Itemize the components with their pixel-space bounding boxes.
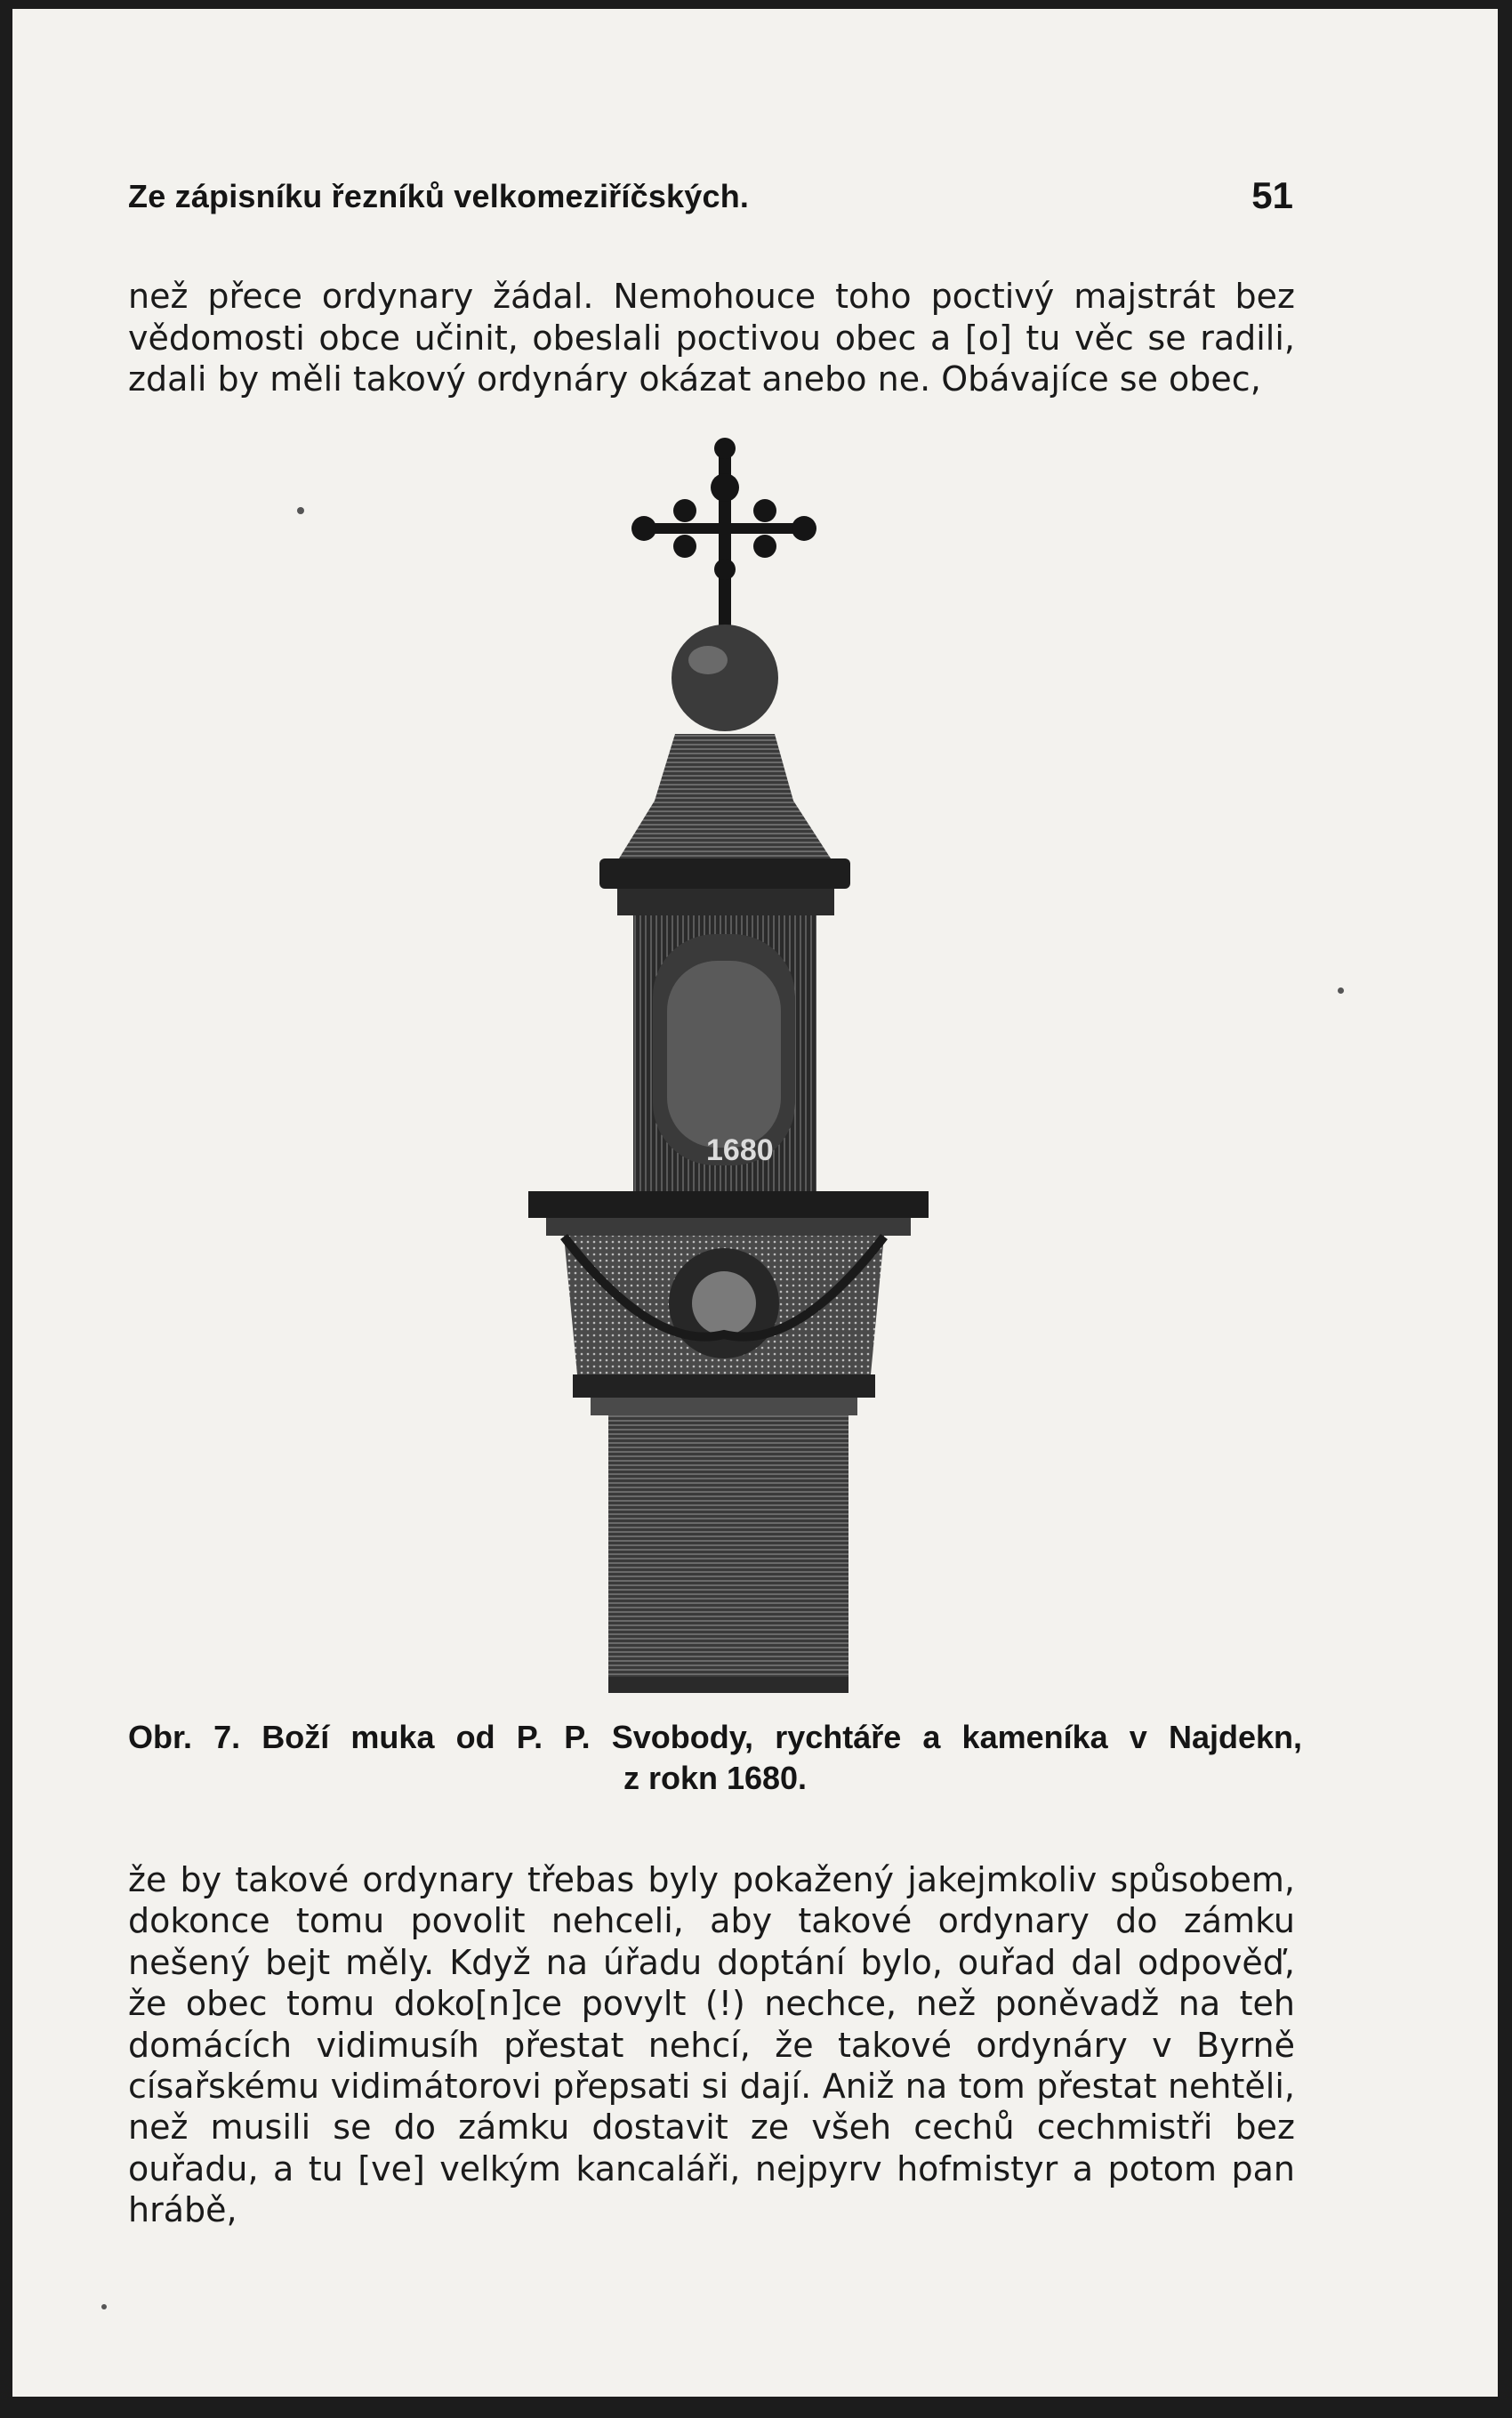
orb — [672, 625, 778, 731]
caption-line-1: Obr. 7. Boží muka od P. P. Svobody, rychtáře a kameníka v Najdekn, — [128, 1719, 1302, 1755]
base-column — [608, 1415, 848, 1691]
page-number: 51 — [1251, 174, 1293, 216]
figure-wayside-shrine — [511, 436, 937, 1699]
capital-slab — [528, 1191, 929, 1218]
print-speck — [297, 507, 304, 514]
figure-caption — [128, 1717, 1302, 1799]
print-speck — [101, 2304, 107, 2309]
paragraph-top: než přece ordynary žádal. Nemohouce toho poctivý majstrát bez vědomosti obce učinit, obeslali poctivou obec a [o] tu věc se radili, zdali by měli takový ordynáry okázat anebo ne. Obávajíce se obec, — [128, 277, 1295, 399]
cross-ornament — [631, 438, 816, 632]
carved-year: 1680 — [706, 1133, 774, 1167]
wayside-shrine-illustration — [511, 436, 937, 1699]
roof-cap — [619, 734, 831, 858]
page-header — [128, 174, 1293, 222]
caption-line-2: z rokn 1680. — [623, 1760, 808, 1796]
running-title: Ze zápisníku řezníků velkomeziříčských. — [128, 178, 750, 214]
paragraph-bottom: že by takové ordynary třebas byly pokažený jakejmkoliv spůsobem, dokonce tomu povolit nehceli, aby takové ordynary do zámku nešený bejt měly. Když na úřadu doptání bylo, ouřad dal odpověď, že obec tomu doko[n]ce povylt (!) nechce, než poněvadž na teh domácích vidimusíh přestat nehcí, že takové ordynáry v Byrně císařskému vidimátorovi přepsati si dají. Aniž na tom přestat nehtěli, než musili se do zámku dostavit ze všeh cechů cechmistři bez ouřadu, a tu [ve] velkým kancaláři, nejpyrv hofmistyr a potom pan hrábě, — [128, 1860, 1295, 2230]
roof-cornice — [599, 858, 850, 889]
book-page — [12, 9, 1498, 2397]
print-speck — [1338, 987, 1344, 994]
